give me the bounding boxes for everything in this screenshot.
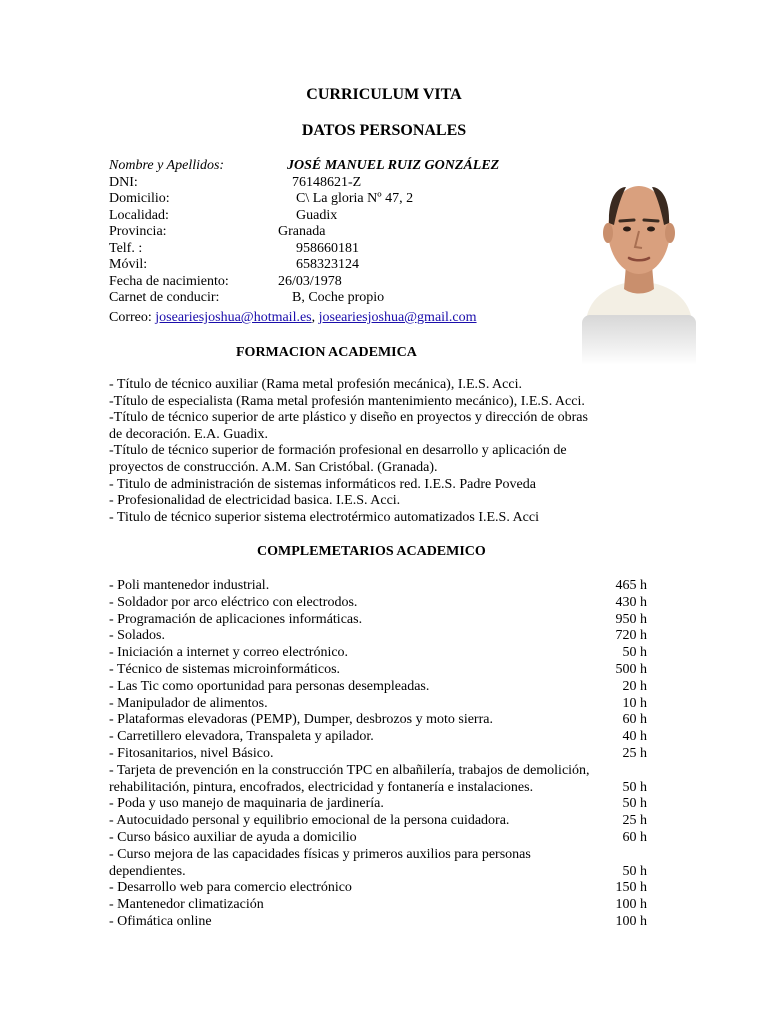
telf-label: Telf. :	[109, 240, 143, 256]
personal-row-carnet	[109, 290, 579, 307]
course-name: - Curso básico auxiliar de ayuda a domicilio	[109, 829, 357, 845]
course-hours: 150 h	[615, 880, 647, 896]
course-name: - Autocuidado personal y equilibrio emocional de la persona cuidadora.	[109, 813, 510, 829]
course-name: - Plataformas elevadoras (PEMP), Dumper, desbrozos y moto sierra.	[109, 712, 493, 728]
nacimiento-label: Fecha de nacimiento:	[109, 273, 229, 289]
left-eye-shape	[623, 227, 631, 232]
course-row	[109, 612, 647, 629]
email-separator: ,	[311, 310, 316, 325]
course-row	[109, 628, 647, 645]
provincia-value: Granada	[278, 224, 326, 239]
course-hours: 500 h	[615, 661, 647, 677]
course-hours: 50 h	[622, 779, 647, 795]
course-hours: 100 h	[615, 897, 647, 913]
course-row	[109, 914, 647, 931]
formacion-line: - Titulo de administración de sistemas informáticos red. I.E.S. Padre Poveda	[109, 476, 536, 492]
course-name: - Iniciación a internet y correo electrónico.	[109, 645, 349, 661]
course-name: - Fitosanitarios, nivel Básico.	[109, 745, 274, 761]
formacion-line: proyectos de construcción. A.M. San Cristóbal. (Granada).	[109, 459, 438, 475]
course-row	[109, 864, 647, 881]
formacion-line: -Título de técnico superior de arte plástico y diseño en proyectos y dirección de obras	[109, 410, 588, 426]
course-name: - Técnico de sistemas microinformáticos.	[109, 661, 341, 677]
name-value: JOSÉ MANUEL RUIZ GONZÁLEZ	[287, 158, 500, 173]
course-name: dependientes.	[109, 863, 186, 879]
left-ear-shape	[603, 223, 613, 243]
course-hours: 950 h	[615, 611, 647, 627]
course-name: - Carretillero elevadora, Transpaleta y apilador.	[109, 729, 374, 745]
personal-row-domicilio	[109, 191, 579, 208]
course-row	[109, 696, 647, 713]
domicilio-label: Domicilio:	[109, 191, 170, 206]
complementarios-list	[109, 578, 647, 931]
course-name: - Ofimática online	[109, 913, 212, 929]
course-name: - Mantenedor climatización	[109, 897, 264, 913]
course-row	[109, 897, 647, 914]
course-row	[109, 679, 647, 696]
course-hours: 430 h	[615, 594, 647, 610]
course-hours: 40 h	[622, 729, 647, 745]
course-row	[109, 595, 647, 612]
course-row	[109, 662, 647, 679]
course-name: - Tarjeta de prevención en la construcción TPC en albañilería, trabajos de demolición,	[109, 762, 590, 778]
name-label: Nombre y Apellidos:	[109, 158, 225, 173]
document-title: CURRICULUM VITA	[306, 86, 462, 103]
movil-label: Móvil:	[109, 257, 148, 272]
course-name: - Programación de aplicaciones informáticas.	[109, 611, 363, 627]
course-name: - Las Tic como oportunidad para personas desempleadas.	[109, 678, 430, 694]
course-hours: 25 h	[622, 813, 647, 829]
course-hours: 60 h	[622, 712, 647, 728]
formacion-line: - Título de técnico auxiliar (Rama metal profesión mecánica), I.E.S. Acci.	[109, 377, 522, 392]
course-row	[109, 847, 647, 864]
personal-row-nacimiento	[109, 274, 579, 291]
localidad-value: Guadix	[296, 207, 338, 223]
email-link-gmail[interactable]: joseariesjoshua@gmail.com	[318, 310, 477, 325]
course-name: - Solados.	[109, 628, 165, 644]
course-row	[109, 729, 647, 746]
personal-data-heading: DATOS PERSONALES	[301, 122, 467, 139]
course-hours: 100 h	[615, 913, 647, 929]
personal-row-dni	[109, 175, 579, 192]
course-hours: 60 h	[622, 829, 647, 845]
course-row	[109, 880, 647, 897]
course-hours: 465 h	[615, 578, 647, 593]
movil-value: 658323124	[296, 257, 359, 272]
photo-reflection	[582, 315, 696, 365]
right-ear-shape	[665, 223, 675, 243]
nacimiento-value: 26/03/1978	[278, 273, 342, 289]
carnet-label: Carnet de conducir:	[109, 290, 220, 305]
personal-row-movil	[109, 257, 579, 274]
course-row	[109, 712, 647, 729]
course-hours: 50 h	[622, 796, 647, 812]
course-row	[109, 645, 647, 662]
course-hours: 50 h	[622, 645, 647, 661]
domicilio-value: C\ La gloria Nº 47, 2	[296, 191, 414, 206]
formacion-heading: FORMACION ACADEMICA	[236, 345, 417, 360]
dni-value: 76148621-Z	[292, 174, 362, 190]
course-row	[109, 813, 647, 830]
personal-row-email	[109, 310, 477, 327]
personal-data-block	[109, 158, 579, 307]
course-row	[109, 796, 647, 813]
course-name: - Curso mejora de las capacidades físicas y primeros auxilios para personas	[109, 846, 531, 862]
formacion-line: -Título de técnico superior de formación profesional en desarrollo y aplicación de	[109, 443, 567, 459]
course-name: - Poda y uso manejo de maquinaria de jardinería.	[109, 796, 384, 812]
course-hours: 25 h	[622, 745, 647, 761]
course-row	[109, 763, 647, 780]
course-name: - Manipulador de alimentos.	[109, 695, 268, 711]
provincia-label: Provincia:	[109, 224, 167, 239]
localidad-label: Localidad:	[109, 207, 169, 223]
course-hours: 20 h	[622, 678, 647, 694]
course-row	[109, 746, 647, 763]
profile-photo	[582, 165, 696, 365]
personal-row-telf	[109, 241, 579, 258]
formacion-list	[109, 377, 649, 526]
course-hours: 720 h	[615, 628, 647, 644]
dni-label: DNI:	[109, 174, 138, 190]
course-name: rehabilitación, pintura, encofrados, electricidad y fontanería e instalaciones.	[109, 779, 534, 795]
course-name: - Soldador por arco eléctrico con electrodos.	[109, 594, 358, 610]
formacion-line: -Título de especialista (Rama metal profesión mantenimiento mecánico), I.E.S. Acci.	[109, 393, 585, 409]
complementarios-heading: COMPLEMETARIOS ACADEMICO	[257, 544, 486, 559]
course-name: - Desarrollo web para comercio electrónico	[109, 880, 352, 896]
formacion-line: - Titulo de técnico superior sistema electrotérmico automatizados I.E.S. Acci	[109, 509, 540, 525]
course-hours: 50 h	[622, 863, 647, 879]
email-link-hotmail[interactable]: joseariesjoshua@hotmail.es	[155, 310, 312, 325]
course-hours: 10 h	[622, 695, 647, 711]
course-row	[109, 830, 647, 847]
personal-row-name	[109, 158, 579, 175]
personal-row-provincia	[109, 224, 579, 241]
course-name: - Poli mantenedor industrial.	[109, 578, 270, 593]
right-eye-shape	[647, 227, 655, 232]
formacion-line: de decoración. E.A. Guadix.	[109, 426, 268, 442]
personal-row-localidad	[109, 208, 579, 225]
course-row	[109, 578, 647, 595]
correo-label: Correo:	[109, 310, 152, 325]
carnet-value: B, Coche propio	[292, 290, 385, 305]
course-row	[109, 780, 647, 797]
telf-value: 958660181	[296, 240, 359, 256]
portrait-figure	[582, 165, 696, 320]
formacion-line: - Profesionalidad de electricidad basica. I.E.S. Acci.	[109, 493, 401, 509]
